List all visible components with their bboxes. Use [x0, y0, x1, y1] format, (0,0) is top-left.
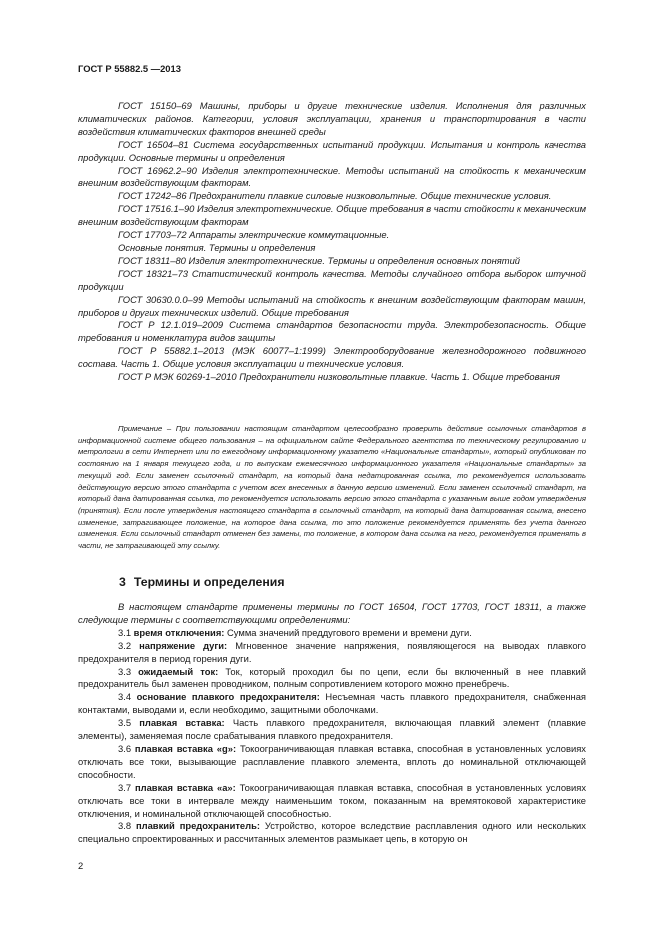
document-header: ГОСТ Р 55882.5 —2013	[78, 63, 181, 74]
term-definition	[78, 743, 586, 782]
normative-references	[78, 100, 586, 384]
term-number: 3.1	[118, 626, 132, 638]
term-text: Сумма значений преддугового времени и времени дуги.	[227, 626, 472, 638]
term-definition	[78, 717, 586, 743]
page-number: 2	[78, 860, 84, 871]
term-number: 3.6	[118, 742, 132, 754]
term-text: Мгновенное значение напряжения, появляющегося на выводах плавкого предохранителя в период горения дуги.	[78, 639, 586, 664]
reference-item: ГОСТ 18311–80 Изделия электротехнические. Термины и определения основных понятий	[118, 254, 521, 266]
section-title: Термины и определения	[133, 575, 285, 589]
term-name: напряжение дуги:	[139, 639, 228, 651]
note-paragraph: Примечание – При пользовании настоящим стандартом целесообразно проверить действие ссылочных стандартов в информационной системе общего пользования – на официальном сайте Федерального агентства по техническому регулированию и метрологии в сети Интернет или по ежегодному информационному указателю «Национальные стандарты», который опубликован по состоянию на 1 января текущего года, и по выпускам ежемесячного информационного указателя «Национальные стандарты» за текущий год. Если заменен ссылочный стандарт, на который дана недатированная ссылка, то рекомендуется использовать действующую версию этого стандарта с учетом всех внесенных в данную версию изменений. Если заменен ссылочный стандарт, на который дана датированная ссылка, то рекомендуется использовать версию этого стандарта с указанным выше годом утверждения (принятия). Если после утверждения настоящего стандарта в ссылочный стандарт, на который дана датированная ссылка, внесено изменение, затрагивающее положение, на которое дана ссылка, то это положение рекомендуется применять без учета данного изменения. Если ссылочный стандарт отменен без замены, то положение, в котором дана ссылка на него, рекомендуется применять в части, не затрагивающей эту ссылку.	[78, 424, 586, 551]
term-text: Токоограничивающая плавкая вставка, способная в установленных условиях отключать все токи, вызывающие расплавление плавкого элемента, вплоть до номинальной отключающей способности.	[78, 742, 586, 780]
term-name: плавкая вставка «g»:	[134, 742, 237, 754]
term-number: 3.5	[118, 717, 132, 729]
section-heading	[119, 575, 285, 589]
reference-item: ГОСТ 30630.0.0–99 Методы испытаний на стойкость к внешним воздействующим факторам машин, приборов и других технических изделий. Общие требования	[78, 293, 586, 318]
term-name: ожидаемый ток:	[138, 665, 219, 677]
reference-item: ГОСТ 17242–86 Предохранители плавкие силовые низковольтные. Общие технические условия.	[118, 190, 552, 202]
term-name: основание плавкого предохранителя:	[136, 691, 320, 703]
section-intro: В настоящем стандарте применены термины по ГОСТ 16504, ГОСТ 17703, ГОСТ 18311, а также следующие термины с соответствующими определениями:	[78, 601, 586, 625]
term-number: 3.7	[118, 781, 132, 793]
section-number: 3	[119, 575, 126, 589]
term-number: 3.4	[118, 691, 132, 703]
term-name: время отключения:	[133, 626, 225, 638]
term-name: плавкая вставка:	[139, 717, 225, 729]
reference-item: ГОСТ 17516.1–90 Изделия электротехнические. Общие требования в части стойкости к механическим внешним воздействующим факторам	[78, 203, 586, 228]
reference-item: ГОСТ 16504–81 Система государственных испытаний продукции. Испытания и контроль качества продукции. Основные термины и определения	[78, 138, 586, 163]
term-definition	[78, 782, 586, 821]
reference-item: ГОСТ 17703–72 Аппараты электрические коммутационные.	[118, 229, 390, 241]
reference-item: ГОСТ Р 55882.1–2013 (МЭК 60077–1:1999) Электрооборудование железнодорожного подвижного состава. Часть 1. Общие условия эксплуатации и технические условия.	[78, 345, 586, 370]
term-definition	[78, 627, 586, 640]
reference-item: ГОСТ 16962.2–90 Изделия электротехнические. Методы испытаний на стойкость к механическим внешним воздействующим факторам.	[78, 164, 586, 189]
term-text: Несъемная часть плавкого предохранителя, снабженная контактами, выводами и, если необходимо, защитными оболочками.	[78, 691, 587, 716]
term-number: 3.8	[118, 820, 132, 832]
reference-item: Основные понятия. Термины и определения	[118, 241, 316, 253]
reference-item: ГОСТ 18321–73 Статистический контроль качества. Методы случайного отбора выборок штучной продукции	[78, 267, 586, 292]
term-text: Устройство, которое вследствие расплавления одного или нескольких специально спроектированных и рассчитанных элементов размыкает цепь, в которую он	[78, 820, 586, 845]
reference-item: ГОСТ Р 12.1.019–2009 Система стандартов безопасности труда. Электробезопасность. Общие требования и номенклатура видов защиты	[78, 319, 586, 344]
term-definition	[78, 691, 586, 717]
term-name: плавкий предохранитель:	[135, 820, 260, 832]
term-number: 3.3	[118, 665, 132, 677]
term-text: Часть плавкого предохранителя, включающая плавкий элемент (плавкие элементы), заменяемая после срабатывания плавкого предохранителя.	[78, 717, 587, 742]
term-definition	[78, 640, 586, 666]
term-definition	[78, 820, 586, 846]
reference-item: ГОСТ 15150–69 Машины, приборы и другие технические изделия. Исполнения для различных климатических районов. Категории, условия эксплуатации, хранения и транспортирования в части воздействия климатических факторов внешней среды	[78, 100, 586, 137]
term-number: 3.2	[118, 639, 132, 651]
term-text: Ток, который проходил бы по цепи, если бы включенный в нее плавкий предохранитель был заменен проводником, полным сопротивлением которого можно пренебречь.	[78, 665, 586, 690]
reference-item: ГОСТ Р МЭК 60269-1–2010 Предохранители низковольтные плавкие. Часть 1. Общие требования	[118, 371, 560, 383]
term-name: плавкая вставка «a»:	[134, 781, 236, 793]
term-definition	[78, 666, 586, 692]
term-text: Токоограничивающая плавкая вставка, способная в установленных условиях отключать все токи в интервале между наименьшим током, показанным на времятоковой характеристике отключения, и номинальной отключающей способностью.	[78, 781, 587, 819]
section-body	[78, 601, 586, 846]
